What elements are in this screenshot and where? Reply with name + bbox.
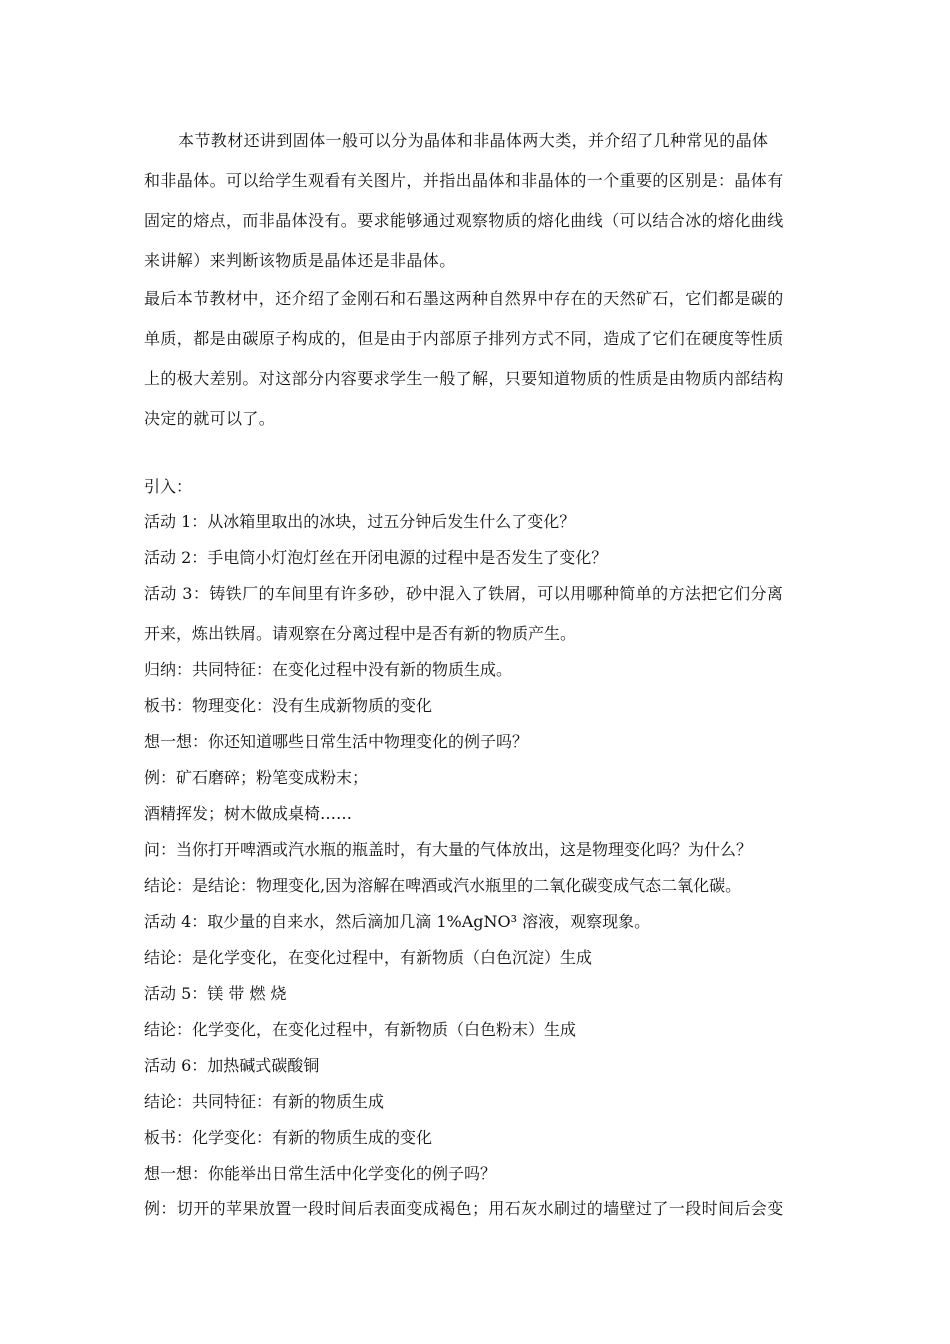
lesson-line-activity-5: 活动 5：镁 带 燃 烧 [144, 984, 287, 1003]
lesson-line-activity-2: 活动 2：手电筒小灯泡灯丝在开闭电源的过程中是否发生了变化？ [144, 548, 608, 567]
lesson-line-activity-4: 活动 4：取少量的自来水，然后滴加几滴 1%AgNO³ 溶液，观察现象。 [144, 912, 651, 931]
paragraph-2-line-1: 最后本节教材中，还介绍了金刚石和石墨这两种自然界中存在的天然矿石，它们都是碳的 [144, 289, 784, 308]
lesson-line-activity-3: 活动 3：铸铁厂的车间里有许多砂，砂中混入了铁屑，可以用哪种简单的方法把它们分离 [144, 584, 784, 603]
lesson-line-conclusion-physical: 结论：是结论：物理变化,因为溶解在啤酒或汽水瓶里的二氧化碳变成气态二氧化碳。 [144, 876, 742, 895]
paragraph-1-line-4: 来讲解）来判断该物质是晶体还是非晶体。 [144, 251, 456, 270]
lesson-line-board-physical: 板书：物理变化：没有生成新物质的变化 [144, 696, 433, 715]
lesson-line-activity-3-cont: 开来，炼出铁屑。请观察在分离过程中是否有新的物质产生。 [144, 624, 577, 643]
lesson-line-intro: 引入： [144, 477, 193, 496]
lesson-line-question: 问：当你打开啤酒或汽水瓶的瓶盖时，有大量的气体放出，这是物理变化吗？为什么？ [144, 840, 753, 859]
lesson-line-conclusion-6: 结论：共同特征：有新的物质生成 [144, 1092, 385, 1111]
lesson-line-summary-physical: 归纳：共同特征：在变化过程中没有新的物质生成。 [144, 660, 513, 679]
lesson-line-example-1: 例：矿石磨碎；粉笔变成粉末； [144, 768, 369, 787]
lesson-line-conclusion-4: 结论：是化学变化，在变化过程中，有新物质（白色沉淀）生成 [144, 948, 593, 967]
lesson-line-board-chemical: 板书：化学变化：有新的物质生成的变化 [144, 1128, 433, 1147]
lesson-line-example-chemical: 例：切开的苹果放置一段时间后表面变成褐色；用石灰水刷过的墙壁过了一段时间后会变 [144, 1199, 784, 1218]
paragraph-2-line-3: 上的极大差别。对这部分内容要求学生一般了解，只要知道物质的性质是由物质内部结构 [144, 369, 784, 388]
lesson-line-activity-6: 活动 6：加热碱式碳酸铜 [144, 1056, 320, 1075]
lesson-line-activity-1: 活动 1：从冰箱里取出的冰块，过五分钟后发生什么了变化？ [144, 512, 576, 531]
paragraph-1-line-1: 本节教材还讲到固体一般可以分为晶体和非晶体两大类，并介绍了几种常见的晶体 [178, 131, 769, 150]
paragraph-1-line-3: 固定的熔点，而非晶体没有。要求能够通过观察物质的熔化曲线（可以结合冰的熔化曲线 [144, 211, 784, 230]
paragraph-2-line-2: 单质，都是由碳原子构成的，但是由于内部原子排列方式不同，造成了它们在硬度等性质 [144, 329, 784, 348]
lesson-line-think-physical: 想一想：你还知道哪些日常生活中物理变化的例子吗？ [144, 732, 529, 751]
paragraph-1-line-2: 和非晶体。可以给学生观看有关图片，并指出晶体和非晶体的一个重要的区别是：晶体有 [144, 171, 784, 190]
lesson-line-think-chemical: 想一想：你能举出日常生活中化学变化的例子吗？ [144, 1164, 497, 1183]
lesson-line-conclusion-5: 结论：化学变化，在变化过程中，有新物质（白色粉末）生成 [144, 1020, 577, 1039]
lesson-line-example-2: 酒精挥发；树木做成桌椅…… [144, 804, 353, 823]
paragraph-2-line-4: 决定的就可以了。 [144, 409, 276, 428]
